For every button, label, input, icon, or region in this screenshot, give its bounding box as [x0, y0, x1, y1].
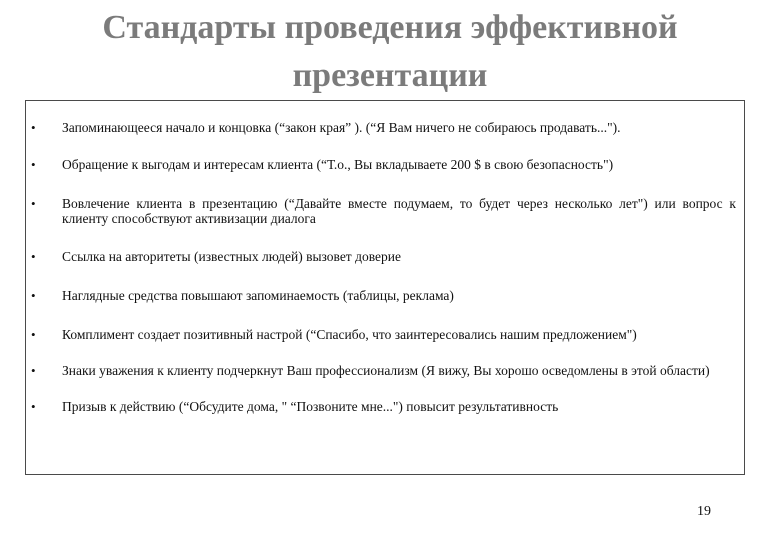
list-item-text: Знаки уважения к клиенту подчеркнут Ваш профессионализм (Я вижу, Вы хорошо осведомлены в этой области): [62, 363, 710, 378]
list-item-text: Обращение к выгодам и интересам клиента (“Т.о., Вы вкладываете 200 $ в свою безопасность"): [62, 157, 614, 172]
bullet-icon: •: [31, 327, 36, 342]
slide-title: [20, 4, 760, 100]
bullet-icon: •: [31, 399, 36, 414]
slide-title-line-1: Стандарты проведения эффективной: [102, 9, 678, 46]
list-item-text: Комплимент создает позитивный настрой (“Спасибо, что заинтересовались нашим предложением"): [62, 327, 637, 342]
bullet-icon: •: [31, 157, 36, 172]
content-box: [25, 100, 745, 475]
bullet-icon: •: [31, 249, 36, 264]
bullet-icon: •: [31, 288, 36, 303]
list-item-text: Наглядные средства повышают запоминаемость (таблицы, реклама): [62, 288, 454, 303]
list-item-text: Запоминающееся начало и концовка (“закон края” ). (“Я Вам ничего не собираюсь продавать...").: [62, 120, 621, 135]
slide-title-line-2: презентации: [292, 57, 488, 94]
list-item-text: Ссылка на авторитеты (известных людей) вызовет доверие: [62, 249, 401, 264]
list-item-text: Вовлечение клиента в презентацию (“Давайте вместе подумаем, то будет через несколько лет") или вопрос к клиенту способствуют активизации диалога: [62, 196, 736, 226]
list-item-text: Призыв к действию (“Обсудите дома, " “Позвоните мне...") повысит результативность: [62, 399, 559, 414]
page-number: 19: [697, 504, 711, 519]
bullet-icon: •: [31, 120, 36, 135]
bullet-icon: •: [31, 196, 36, 211]
bullet-icon: •: [31, 363, 36, 378]
